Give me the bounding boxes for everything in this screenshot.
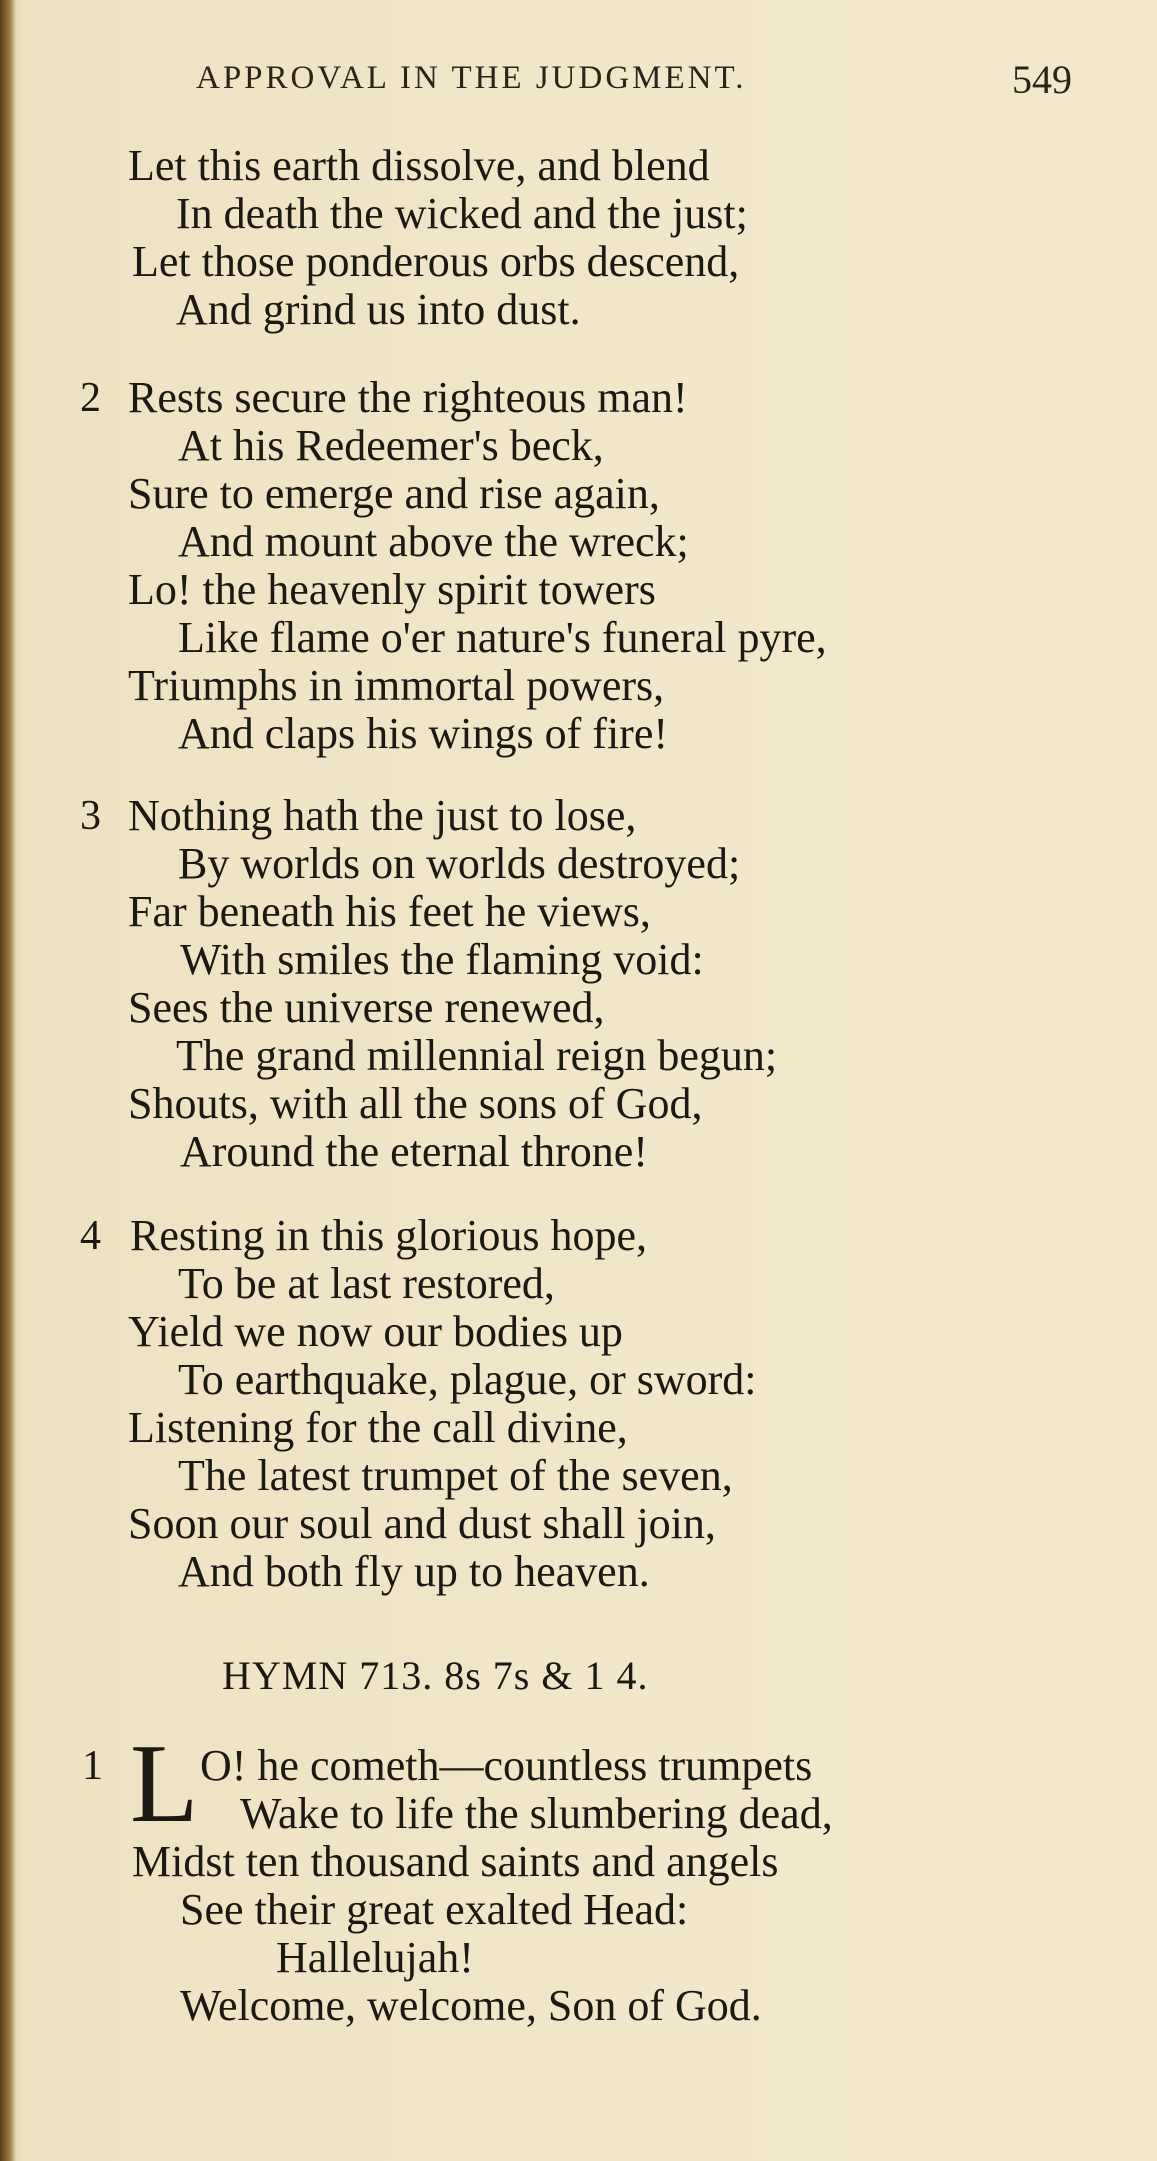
verse-line: Soon our soul and dust shall join, [128,1499,716,1548]
verse-line: Shouts, with all the sons of God, [128,1079,703,1128]
verse-line: Wake to life the slumbering dead, [240,1789,833,1838]
verse-line: Triumphs in immortal powers, [128,661,665,710]
verse-line: Sure to emerge and rise again, [128,469,660,518]
verse-line: Resting in this glorious hope, [130,1211,647,1260]
verse-line: Far beneath his feet he views, [128,887,651,936]
verse-line: See their great exalted Head: [180,1885,689,1934]
verse-line: At his Redeemer's beck, [178,421,604,470]
verse-line: Like flame o'er nature's funeral pyre, [178,613,827,662]
verse-line: In death the wicked and the just; [176,189,748,238]
verse-line: And claps his wings of fire! [178,709,669,758]
hymn-heading: HYMN 713. 8s 7s & 1 4. [222,1653,649,1698]
running-head: APPROVAL IN THE JUDGMENT. [196,60,747,96]
verse-line: Let this earth dissolve, and blend [128,141,710,190]
verse-line: Listening for the call divine, [128,1403,628,1452]
verse-line: And mount above the wreck; [178,517,689,566]
verse-line: To be at last restored, [178,1259,555,1308]
drop-cap: L [130,1722,199,1846]
verse-number: 2 [80,375,101,421]
verse-line: O! he cometh—countless trumpets [200,1741,813,1790]
verse-line: Rests secure the righteous man! [128,373,688,422]
verse-line: Midst ten thousand saints and angels [132,1837,779,1886]
page-spine-edge [0,0,16,2161]
verse-line: Hallelujah! [276,1933,474,1982]
verse-line: And both fly up to heaven. [178,1547,650,1596]
verse-line: By worlds on worlds destroyed; [178,839,741,888]
page-number: 549 [1012,57,1072,102]
verse-line: Around the eternal throne! [180,1127,648,1176]
verse-number: 4 [80,1213,101,1259]
verse-number: 3 [80,793,101,839]
verse-line: Sees the universe renewed, [128,983,605,1032]
verse-line: Lo! the heavenly spirit towers [128,565,656,614]
verse-line: The latest trumpet of the seven, [178,1451,733,1500]
verse-line: Nothing hath the just to lose, [128,791,637,840]
verse-line: To earthquake, plague, or sword: [178,1355,757,1404]
verse-line: Yield we now our bodies up [128,1307,623,1356]
verse-line: And grind us into dust. [176,285,581,334]
verse-line: Let those ponderous orbs descend, [132,237,740,286]
verse-line: With smiles the flaming void: [180,935,704,984]
verse-line: Welcome, welcome, Son of God. [180,1981,762,2030]
verse-line: The grand millennial reign begun; [176,1031,778,1080]
verse-number: 1 [82,1743,103,1789]
